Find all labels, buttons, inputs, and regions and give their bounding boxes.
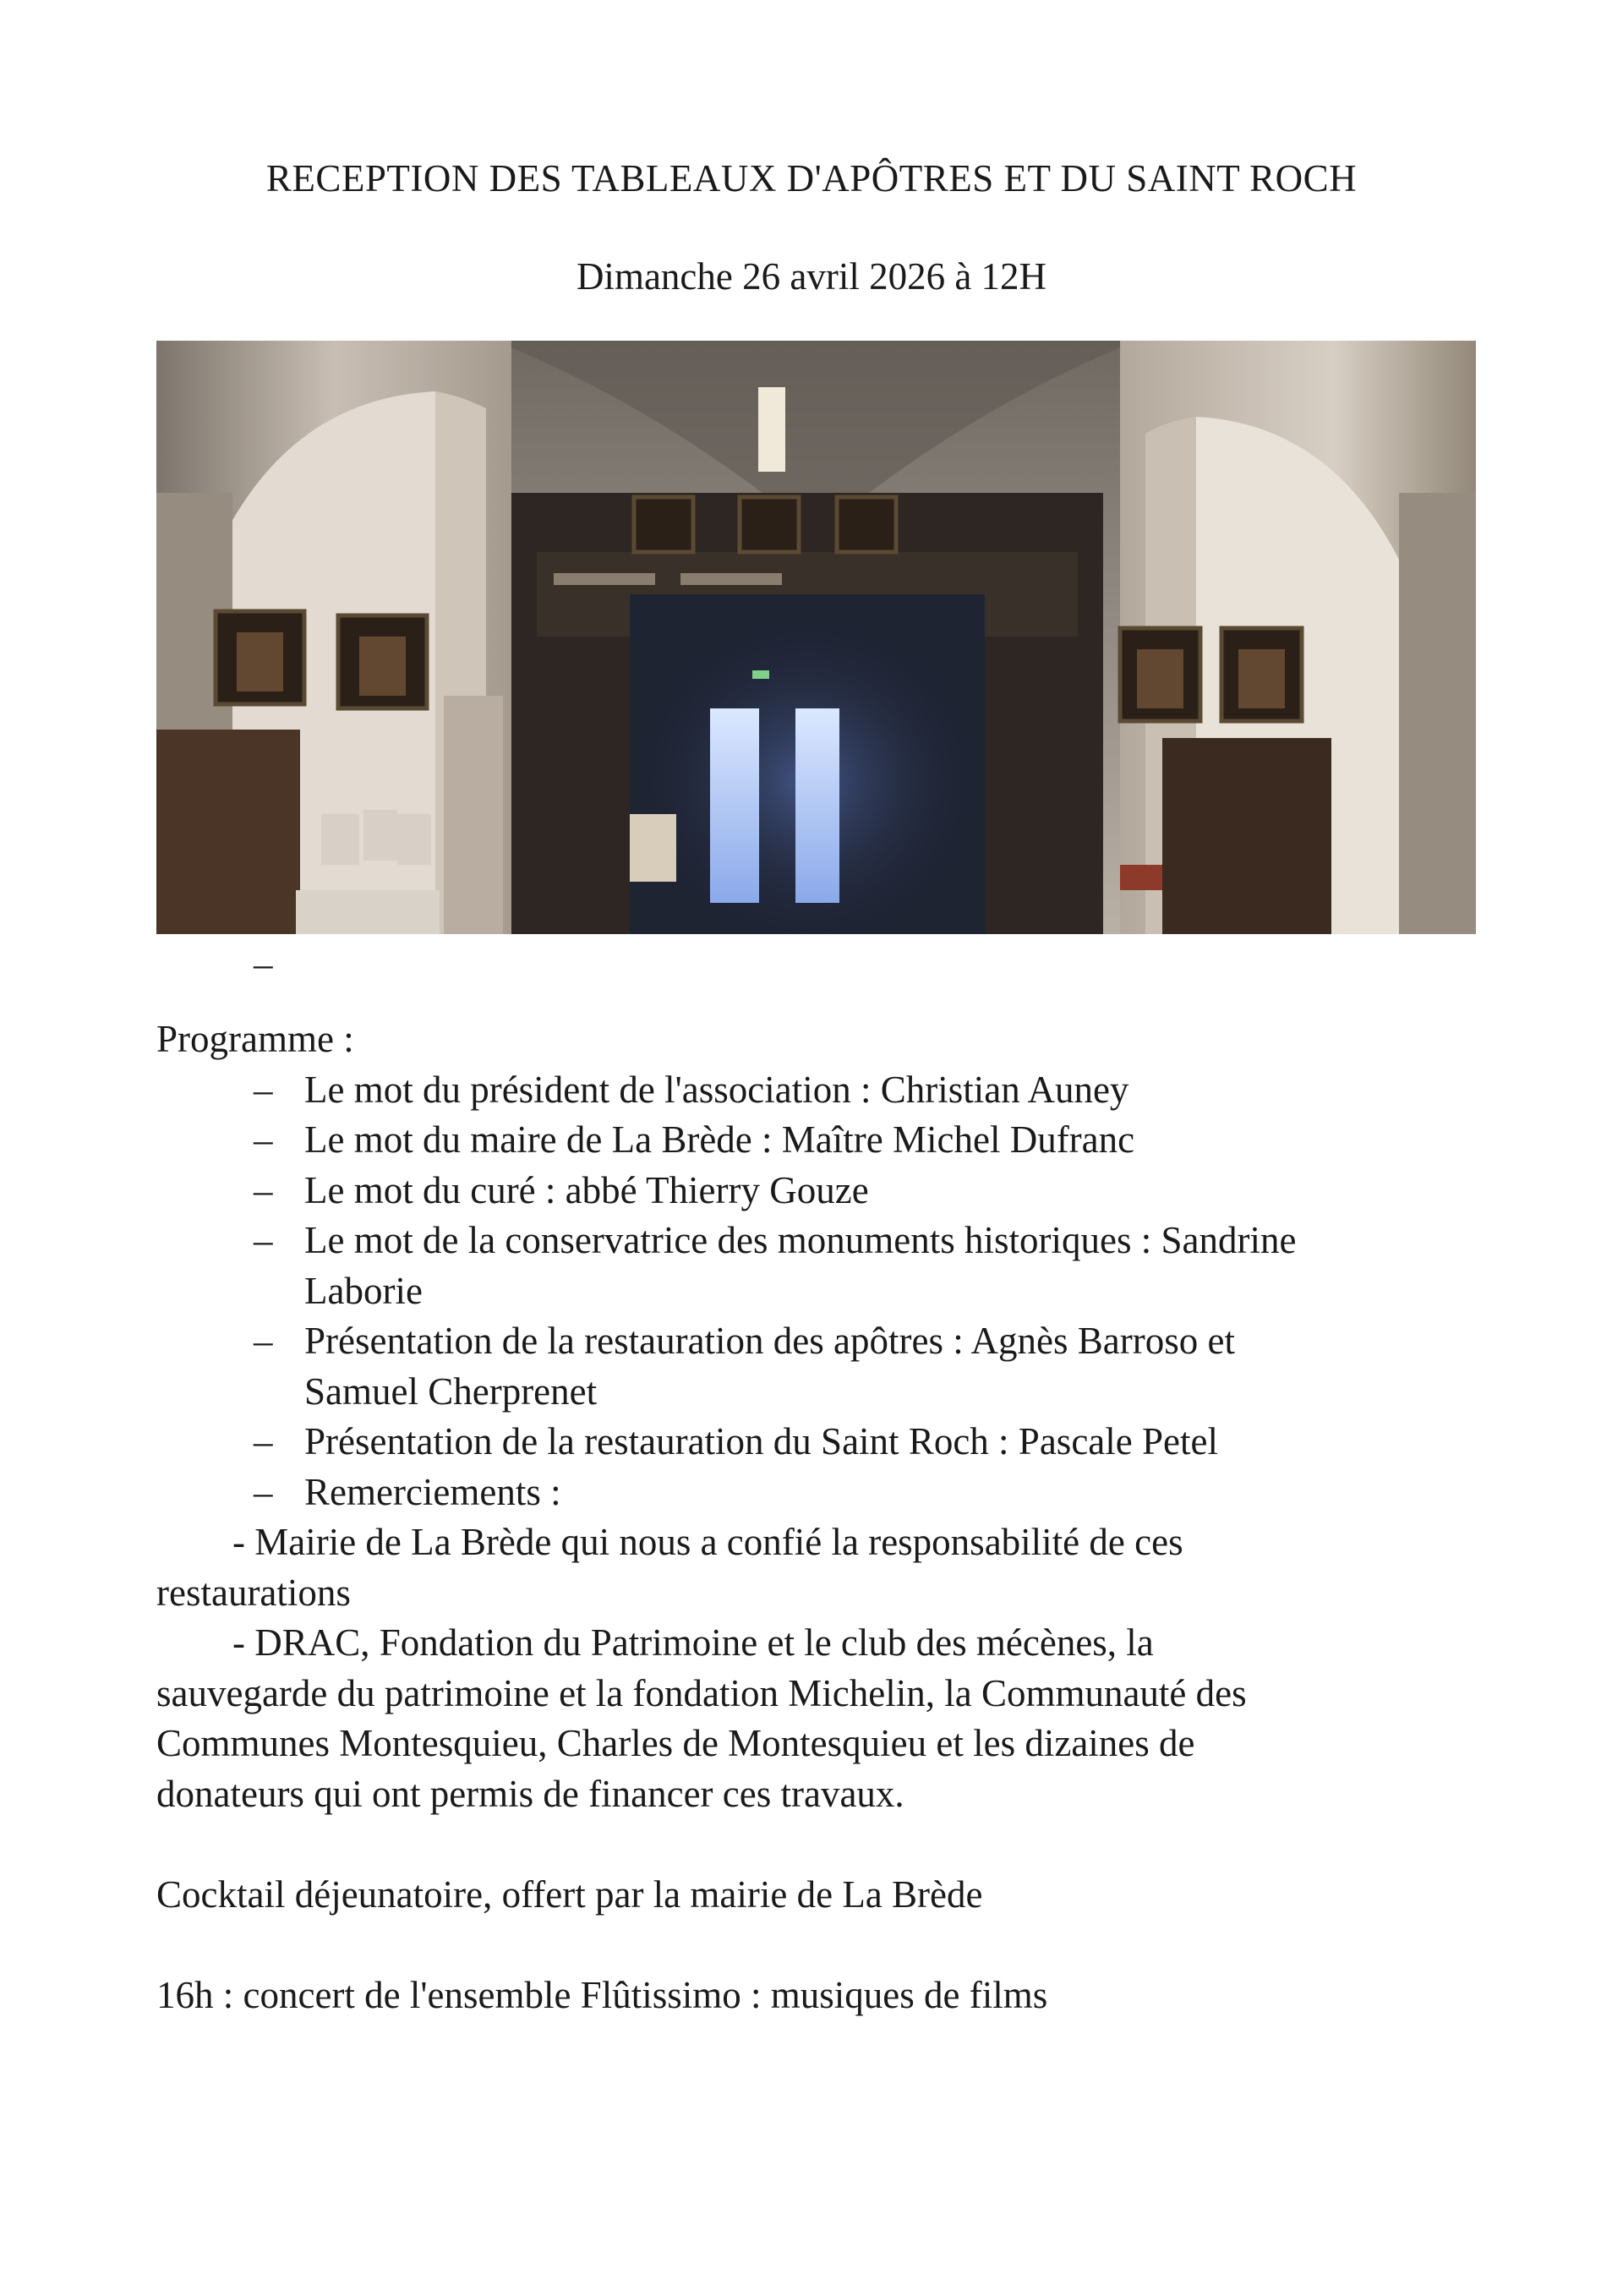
thanks-sponsors-line: sauvegarde du patrimoine et la fondation Michelin, la Communauté des	[156, 1671, 1247, 1714]
program-heading: Programme :	[156, 1018, 354, 1060]
program-item-text: Le mot du curé : abbé Thierry Gouze	[304, 1168, 869, 1211]
cocktail-line: Cocktail déjeunatoire, offert par la mairie de La Brède	[156, 1872, 983, 1916]
program-item-text-cont: Samuel Cherprenet	[304, 1369, 598, 1413]
program-item-text: Présentation de la restauration du Saint Roch : Pascale Petel	[304, 1420, 1218, 1462]
paragraph-gap	[156, 1819, 1476, 1870]
program-item	[156, 1468, 1476, 1518]
bullet-dash: –	[254, 1118, 273, 1161]
thanks-sponsors	[156, 1618, 1476, 1819]
program-item	[156, 1417, 1476, 1468]
document-title: RECEPTION DES TABLEAUX D'APÔTRES ET DU SAINT ROCH	[265, 157, 1358, 200]
program-item	[156, 1316, 1476, 1417]
event-date: Dimanche 26 avril 2026 à 12H	[576, 255, 1047, 298]
bullet-dash: –	[254, 1420, 273, 1462]
church-interior-photo	[156, 341, 1476, 934]
thanks-sponsors-line: Communes Montesquieu, Charles de Montesquieu et les dizaines de	[156, 1722, 1195, 1764]
concert-line: 16h : concert de l'ensemble Flûtissimo : musiques de films	[156, 1973, 1048, 2016]
program-item-text: Le mot du maire de La Brède : Maître Michel Dufranc	[304, 1118, 1135, 1161]
bullet-dash: –	[254, 1320, 273, 1362]
program-item-text: Présentation de la restauration des apôtres : Agnès Barroso et	[304, 1320, 1235, 1362]
program-list	[156, 1065, 1476, 1518]
program-item	[156, 1166, 1476, 1216]
program-item-text: Remerciements :	[304, 1470, 561, 1513]
program-item	[156, 1216, 1476, 1316]
bullet-dash: –	[254, 1470, 273, 1513]
thanks-mairie-line: restaurations	[156, 1571, 351, 1614]
bullet-dash: –	[254, 1219, 273, 1261]
paragraph-gap	[156, 1920, 1476, 1971]
program-item-text: Le mot de la conservatrice des monuments historiques : Sandrine	[304, 1219, 1297, 1261]
thanks-sponsors-line: donateurs qui ont permis de financer ces travaux.	[156, 1772, 904, 1815]
program-section	[156, 1014, 1476, 2020]
program-item	[156, 1115, 1476, 1166]
thanks-mairie	[156, 1517, 1476, 1618]
thanks-mairie-first-line: - Mairie de La Brède qui nous a confié la responsabilité de ces	[232, 1521, 1183, 1563]
bullet-dash: –	[254, 1068, 273, 1111]
program-item-text: Le mot du président de l'association : Christian Auney	[304, 1068, 1129, 1111]
stray-dash: –	[254, 943, 273, 985]
bullet-dash: –	[254, 1168, 273, 1211]
thanks-sponsors-first-line: - DRAC, Fondation du Patrimoine et le club des mécènes, la	[232, 1621, 1154, 1664]
program-item	[156, 1065, 1476, 1116]
program-item-text-cont: Laborie	[304, 1269, 423, 1312]
